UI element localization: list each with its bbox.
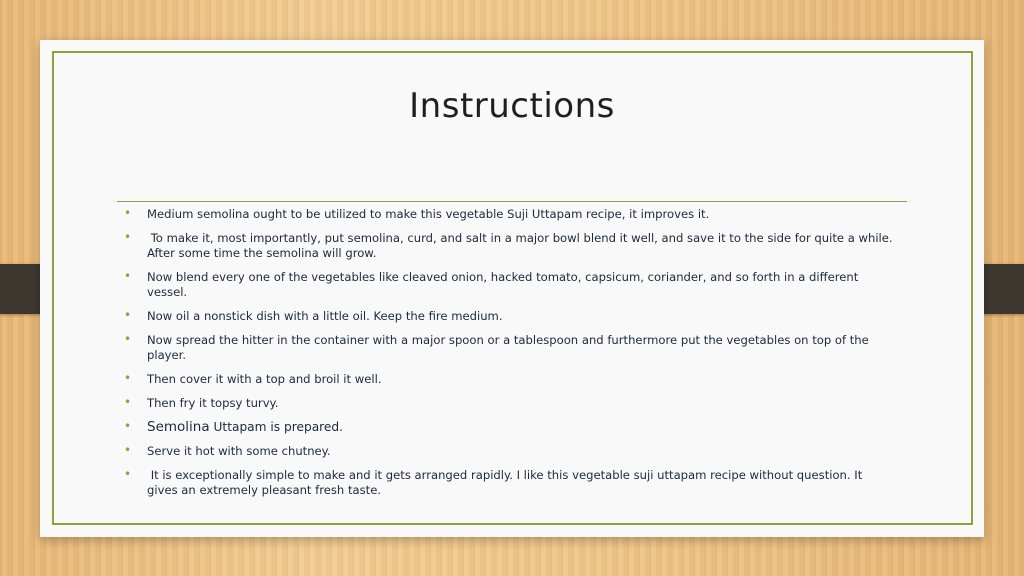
list-item-text: Now spread the hitter in the container with a major spoon or a tablespoon and furthermore put the vegetables on top of the player. xyxy=(147,333,869,362)
list-item-text: Then fry it topsy turvy. xyxy=(147,396,279,410)
bullet-icon: • xyxy=(124,230,132,244)
list-item-text: To make it, most importantly, put semolina, curd, and salt in a major bowl blend it well, and save it to the side for quite a while. After some time the semolina will grow. xyxy=(147,231,897,260)
list-item xyxy=(124,231,896,261)
list-item xyxy=(124,333,896,363)
list-item-text: It is exceptionally simple to make and it gets arranged rapidly. I like this vegetable suji uttapam recipe without question. It gives an extremely pleasant fresh taste. xyxy=(147,468,866,497)
list-item-text: Serve it hot with some chutney. xyxy=(147,444,331,458)
bullet-icon: • xyxy=(124,467,132,481)
bullet-icon: • xyxy=(124,308,132,322)
list-item xyxy=(124,309,896,324)
instruction-list xyxy=(124,207,896,507)
bullet-icon: • xyxy=(124,443,132,457)
bullet-icon: • xyxy=(124,332,132,346)
list-item-text: Uttapam is prepared. xyxy=(209,420,344,434)
list-item xyxy=(124,468,896,498)
bullet-icon: • xyxy=(124,419,132,433)
bullet-icon: • xyxy=(124,395,132,409)
list-item xyxy=(124,207,896,222)
list-item xyxy=(124,270,896,300)
bullet-icon: • xyxy=(124,371,132,385)
list-item xyxy=(124,396,896,411)
list-item-text: Medium semolina ought to be utilized to make this vegetable Suji Uttapam recipe, it improves it. xyxy=(147,207,710,221)
title-divider xyxy=(117,201,907,202)
list-item-text: Now oil a nonstick dish with a little oil. Keep the fire medium. xyxy=(147,309,503,323)
list-item-text: Now blend every one of the vegetables like cleaved onion, hacked tomato, capsicum, coriander, and so forth in a different vessel. xyxy=(147,270,859,299)
bullet-icon: • xyxy=(124,269,132,283)
list-item-lead: Semolina xyxy=(147,419,210,435)
bullet-icon: • xyxy=(124,206,132,220)
list-item xyxy=(124,372,896,387)
list-item xyxy=(124,420,896,435)
list-item-text: Then cover it with a top and broil it well. xyxy=(147,372,382,386)
slide-title: Instructions xyxy=(409,86,615,126)
list-item xyxy=(124,444,896,459)
